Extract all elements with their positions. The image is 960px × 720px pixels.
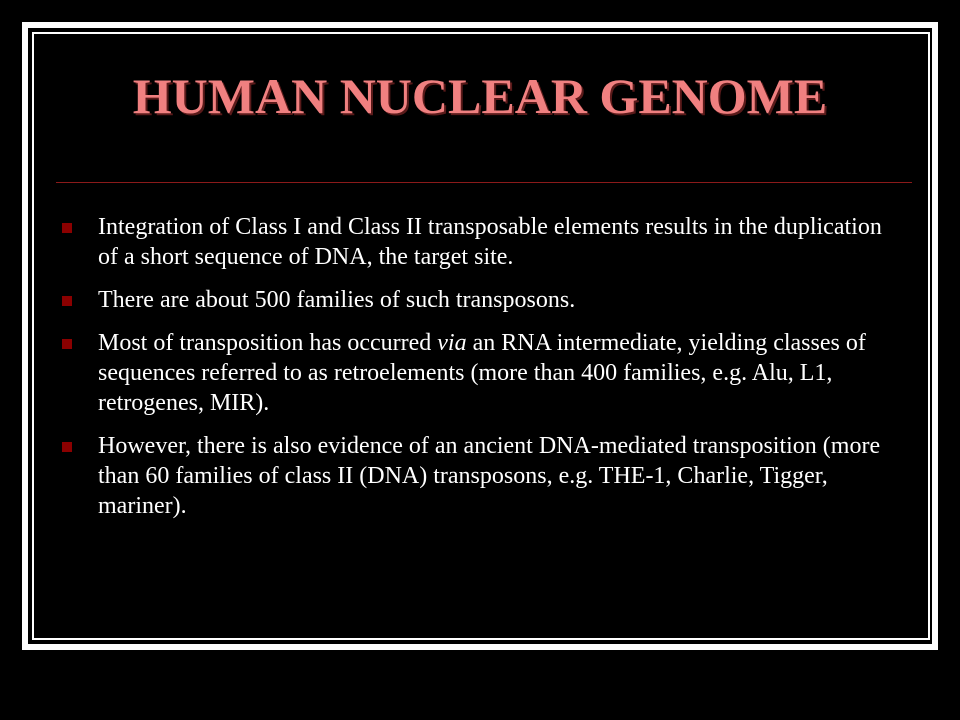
bullet-list [60, 212, 900, 534]
bullet-item [60, 431, 900, 521]
bullet-text: Integration of Class I and Class II transposable elements results in the duplication of a short sequence of DNA, the target site. [98, 214, 882, 270]
italic-emphasis: via [437, 330, 467, 356]
square-bullet-icon [62, 223, 72, 233]
square-bullet-icon [62, 296, 72, 306]
square-bullet-icon [62, 442, 72, 452]
bullet-text: Most of transposition has occurred via an RNA intermediate, yielding classes of sequences referred to as retroelements (more than 400 families, e.g. Alu, L1, retrogenes, MIR). [98, 330, 866, 416]
slide-title: HUMAN NUCLEAR GENOME [132, 68, 828, 124]
bullet-item [60, 212, 900, 272]
bullet-text: However, there is also evidence of an ancient DNA-mediated transposition (more than 60 families of class II (DNA) transposons, e.g. THE-1, Charlie, Tigger, mariner). [98, 433, 881, 519]
bullet-item [60, 328, 900, 418]
bullet-text: There are about 500 families of such transposons. [98, 287, 576, 313]
bullet-item [60, 285, 900, 315]
title-divider-rule [56, 182, 912, 183]
square-bullet-icon [62, 339, 72, 349]
